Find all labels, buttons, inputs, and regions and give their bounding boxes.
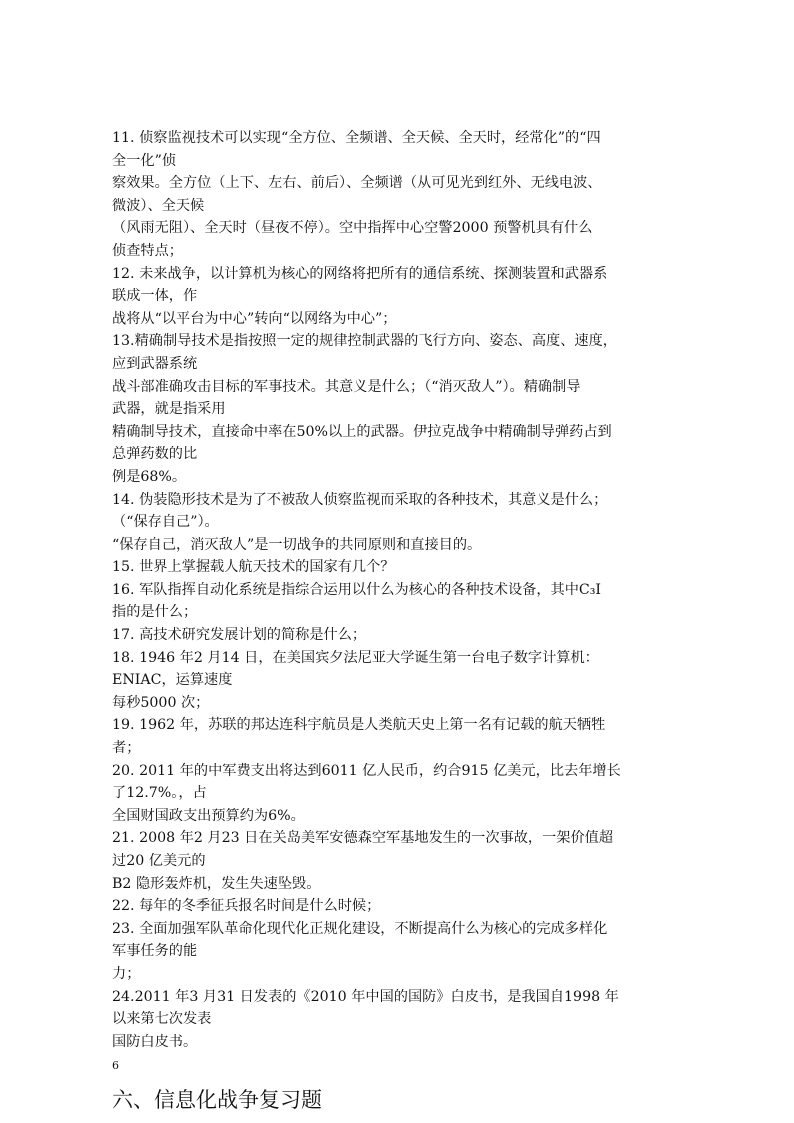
text-line: 全国财国政支出预算约为6%。 — [112, 807, 305, 824]
text-line: 24.2011 年3 月31 日发表的《2010 年中国的国防》白皮书，是我国自1998 年 — [112, 988, 619, 1005]
text-line: 应到武器系统 — [112, 355, 198, 372]
text-lines — [112, 127, 697, 1053]
text-line: （风雨无阻）、全天时（昼夜不停）。空中指挥中心空警2000 预警机具有什么 — [112, 220, 593, 237]
text-line: 22. 每年的冬季征兵报名时间是什么时候； — [112, 898, 381, 915]
text-line: 武器，就是指采用 — [112, 401, 226, 418]
section-heading: 六、信息化战争复习题 — [112, 1088, 322, 1113]
text-line: 23. 全面加强军队革命化现代化正规化建设，不断提高什么为核心的完成多样化 — [112, 920, 608, 937]
text-line: 过20 亿美元的 — [112, 853, 206, 869]
text-line: 15. 世界上掌握载人航天技术的国家有几个？ — [112, 559, 395, 576]
text-line: 精确制导技术，直接命中率在50%以上的武器。伊拉克战争中精确制导弹药占到 — [112, 423, 612, 440]
text-line: 19. 1962 年，苏联的邦达连科宇航员是人类航天史上第一名有记载的航天牺牲 — [112, 717, 606, 734]
text-line: 12. 未来战争，以计算机为核心的网络将把所有的通信系统、探测装置和武器系 — [112, 265, 608, 282]
text-line: 力； — [112, 965, 141, 982]
text-line: 全一化”侦 — [112, 152, 177, 169]
text-line: 例是68%。 — [112, 468, 187, 485]
text-line: 微波）、全天候 — [112, 197, 205, 214]
text-line: 者； — [112, 740, 141, 757]
text-line: 国防白皮书。 — [112, 1033, 198, 1050]
text-line: （“保存自己”）。 — [112, 514, 219, 531]
text-line: 总弹药数的比 — [112, 446, 198, 463]
text-line: 21. 2008 年2 月23 日在关岛美军安德森空军基地发生的一次事故，一架价值超 — [112, 830, 614, 847]
text-line: ENIAC，运算速度 — [112, 672, 233, 689]
text-line: 18. 1946 年2 月14 日，在美国宾夕法尼亚大学诞生第一台电子数字计算机： — [112, 649, 599, 666]
text-line: 11. 侦察监视技术可以实现“全方位、全频谱、全天候、全天时，经常化”的“四 — [112, 130, 601, 146]
text-line: 战斗部准确攻击目标的军事技术。其意义是什么；（“消灭敌人”）。精确制导 — [112, 378, 581, 395]
document-body — [112, 127, 697, 1117]
text-line: 20. 2011 年的中军费支出将达到6011 亿人民币，约合915 亿美元，比去年增长 — [112, 762, 621, 779]
text-line: 了12.7%。，占 — [112, 785, 207, 802]
text-line: 以来第七次发表 — [112, 1011, 212, 1028]
text-line: “保存自己，消灭敌人”是一切战争的共同原则和直接目的。 — [112, 536, 482, 553]
page-number: 6 — [112, 1059, 119, 1073]
text-line: 每秒5000 次； — [112, 694, 210, 711]
text-line: 16. 军队指挥自动化系统是指综合运用以什么为核心的各种技术设备，其中C₃I — [112, 581, 602, 598]
text-line: 14. 伪装隐形技术是为了不被敌人侦察监视而采取的各种技术，其意义是什么； — [112, 491, 608, 508]
text-line: B2 隐形轰炸机，发生失速坠毁。 — [112, 875, 321, 892]
text-line: 侦查特点； — [112, 242, 183, 259]
text-line: 军事任务的能 — [112, 943, 198, 960]
text-line: 指的是什么； — [112, 604, 198, 621]
text-line: 察效果。全方位（上下、左右、前后）、全频谱（从可见光到红外、无线电波、 — [112, 175, 602, 192]
text-line: 联成一体，作 — [112, 288, 198, 305]
text-line: 17. 高技术研究发展计划的简称是什么； — [112, 627, 367, 644]
text-line: 战将从“以平台为中心”转向“以网络为中心”； — [112, 310, 397, 327]
text-line: 13.精确制导技术是指按照一定的规律控制武器的飞行方向、姿态、高度、速度， — [112, 333, 617, 350]
